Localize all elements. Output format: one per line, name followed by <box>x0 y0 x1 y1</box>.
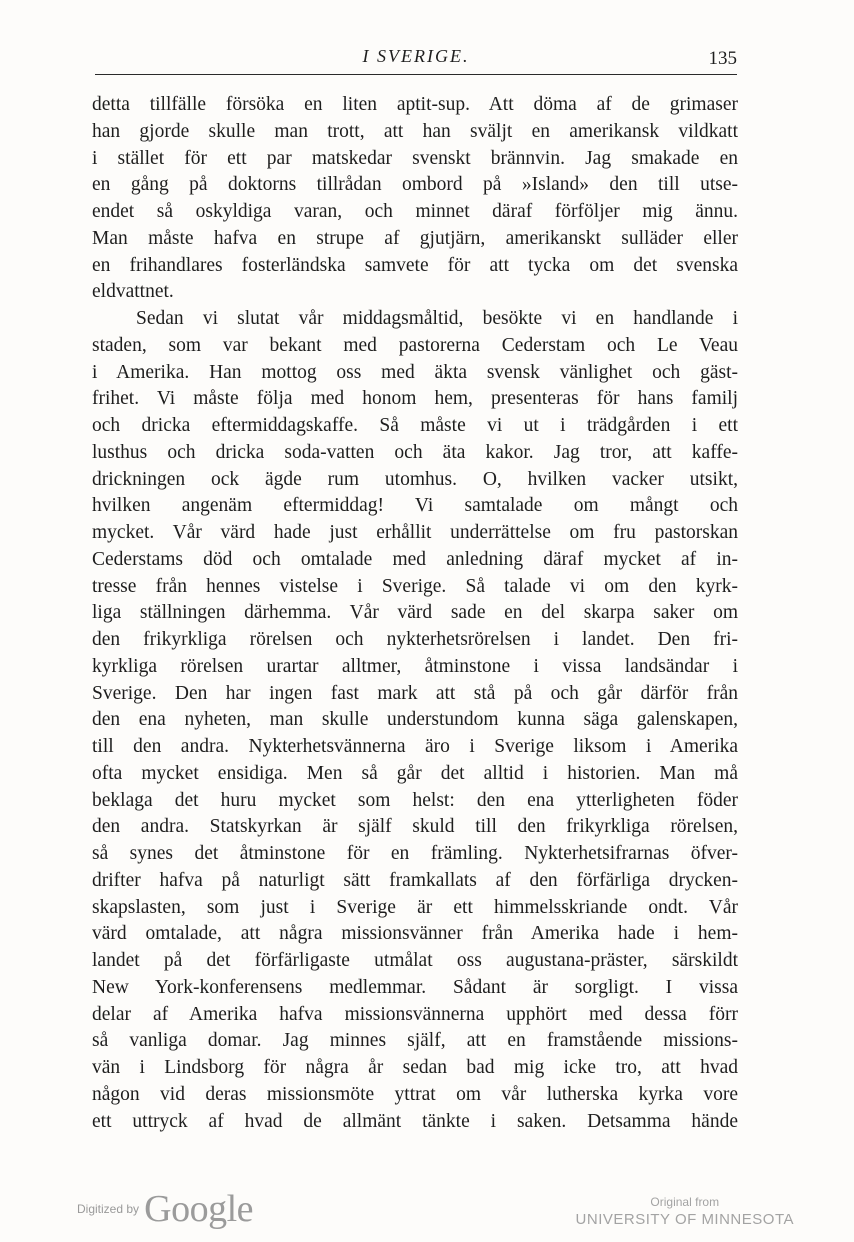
text-line: den frikyrkliga rörelsen och nykterhetsrörelsen i landet. Den fri- <box>92 629 738 650</box>
text-line: i stället för ett par matskedar svenskt brännvin. Jag smakade en <box>92 147 738 169</box>
text-line: ofta mycket ensidiga. Men så går det alltid i historien. Man må <box>92 762 738 784</box>
text-line: kyrkliga rörelsen urartar alltmer, åtminstone i vissa landsändar i <box>92 655 738 677</box>
text-line: någon vid deras missionsmöte yttrat om vår lutherska kyrka vore <box>92 1083 738 1105</box>
text-line: eldvattnet. <box>92 281 174 303</box>
google-logo: Google <box>144 1188 253 1230</box>
text-line: värd omtalade, att några missionsvänner från Amerika hade i hem- <box>92 923 738 945</box>
text-line: Sedan vi slutat vår middagsmåltid, besökte vi en handlande i <box>136 308 738 329</box>
text-line: endet så oskyldiga varan, och minnet däraf förföljer mig ännu. <box>92 201 738 222</box>
header-rule <box>95 74 737 75</box>
text-line: delar af Amerika hafva missionsvännerna upphört med dessa förr <box>92 1003 738 1025</box>
text-line: Sverige. Den har ingen fast mark att stå på och går därför från <box>92 682 738 704</box>
text-line: så synes det åtminstone för en främling. Nykterhetsifrarnas öfver- <box>92 843 738 864</box>
text-line: detta tillfälle försöka en liten aptit-sup. Att döma af de grimaser <box>92 94 738 115</box>
text-line: tresse från hennes vistelse i Sverige. Så talade vi om den kyrk- <box>92 575 738 597</box>
text-line: så vanliga domar. Jag minnes själf, att en framstående missions- <box>92 1030 738 1052</box>
text-line: staden, som var bekant med pastorerna Cederstam och Le Veau <box>92 334 738 356</box>
text-line: och dricka eftermiddagskaffe. Så måste vi ut i trädgården i ett <box>92 415 738 436</box>
text-line: lusthus och dricka soda-vatten och äta kakor. Jag tror, att kaffe- <box>92 441 738 463</box>
text-line: New York-konferensens medlemmar. Sådant är sorgligt. I vissa <box>92 976 738 998</box>
text-line: ett uttryck af hvad de allmänt tänkte i saken. Detsamma hände <box>92 1110 738 1132</box>
text-line: han gjorde skulle man trott, att han sväljt en amerikansk vildkatt <box>92 120 738 142</box>
text-line: vän i Lindsborg för några år sedan bad mig icke tro, att hvad <box>92 1057 738 1078</box>
text-line: skapslasten, som just i Sverige är ett himmelsskriande ondt. Vår <box>92 896 738 918</box>
digitized-by-google-watermark <box>77 1187 253 1231</box>
text-line: Cederstams död och omtalade med anledning däraf mycket af in- <box>92 548 738 570</box>
text-line: till den andra. Nykterhetsvännerna äro i Sverige liksom i Amerika <box>92 736 738 757</box>
text-line: mycket. Vår värd hade just erhållit underrättelse om fru pastorskan <box>92 522 738 543</box>
body-text <box>92 92 738 1135</box>
text-line: beklaga det huru mycket som helst: den ena ytterligheten föder <box>92 789 738 811</box>
university-label: UNIVERSITY OF MINNESOTA <box>575 1211 794 1228</box>
text-line: frihet. Vi måste följa med honom hem, presenteras för hans familj <box>92 388 738 410</box>
source-attribution <box>576 1195 794 1228</box>
text-line: den ena nyheten, man skulle understundom kunna säga galenskapen, <box>92 709 738 731</box>
running-title: I SVERIGE. <box>362 46 470 66</box>
text-line: landet på det förfärligaste utmålat oss augustana-präster, särskildt <box>92 950 738 971</box>
text-line: drifter hafva på naturligt sätt framkallats af den förfärliga drycken- <box>92 869 738 891</box>
original-from-label: Original from <box>650 1195 720 1209</box>
text-line: Man måste hafva en strupe af gjutjärn, amerikanskt sulläder eller <box>92 227 738 249</box>
text-line: en frihandlares fosterländska samvete för att tycka om det svenska <box>92 254 738 276</box>
text-line: hvilken angenäm eftermiddag! Vi samtalade om mångt och <box>92 495 738 517</box>
text-line: den andra. Statskyrkan är själf skuld till den frikyrkliga rörelsen, <box>92 816 738 838</box>
page-header <box>95 46 737 70</box>
text-line: drickningen ock ägde rum utomhus. O, hvilken vacker utsikt, <box>92 468 738 490</box>
text-line: i Amerika. Han mottog oss med äkta svensk vänlighet och gäst- <box>92 361 738 383</box>
text-line: liga ställningen därhemma. Vår värd sade en del skarpa saker om <box>92 602 738 624</box>
digitized-by-label: Digitized by <box>77 1202 140 1216</box>
text-line: en gång på doktorns tillrådan ombord på »Island» den till utse- <box>92 174 738 196</box>
page-number: 135 <box>708 48 737 69</box>
